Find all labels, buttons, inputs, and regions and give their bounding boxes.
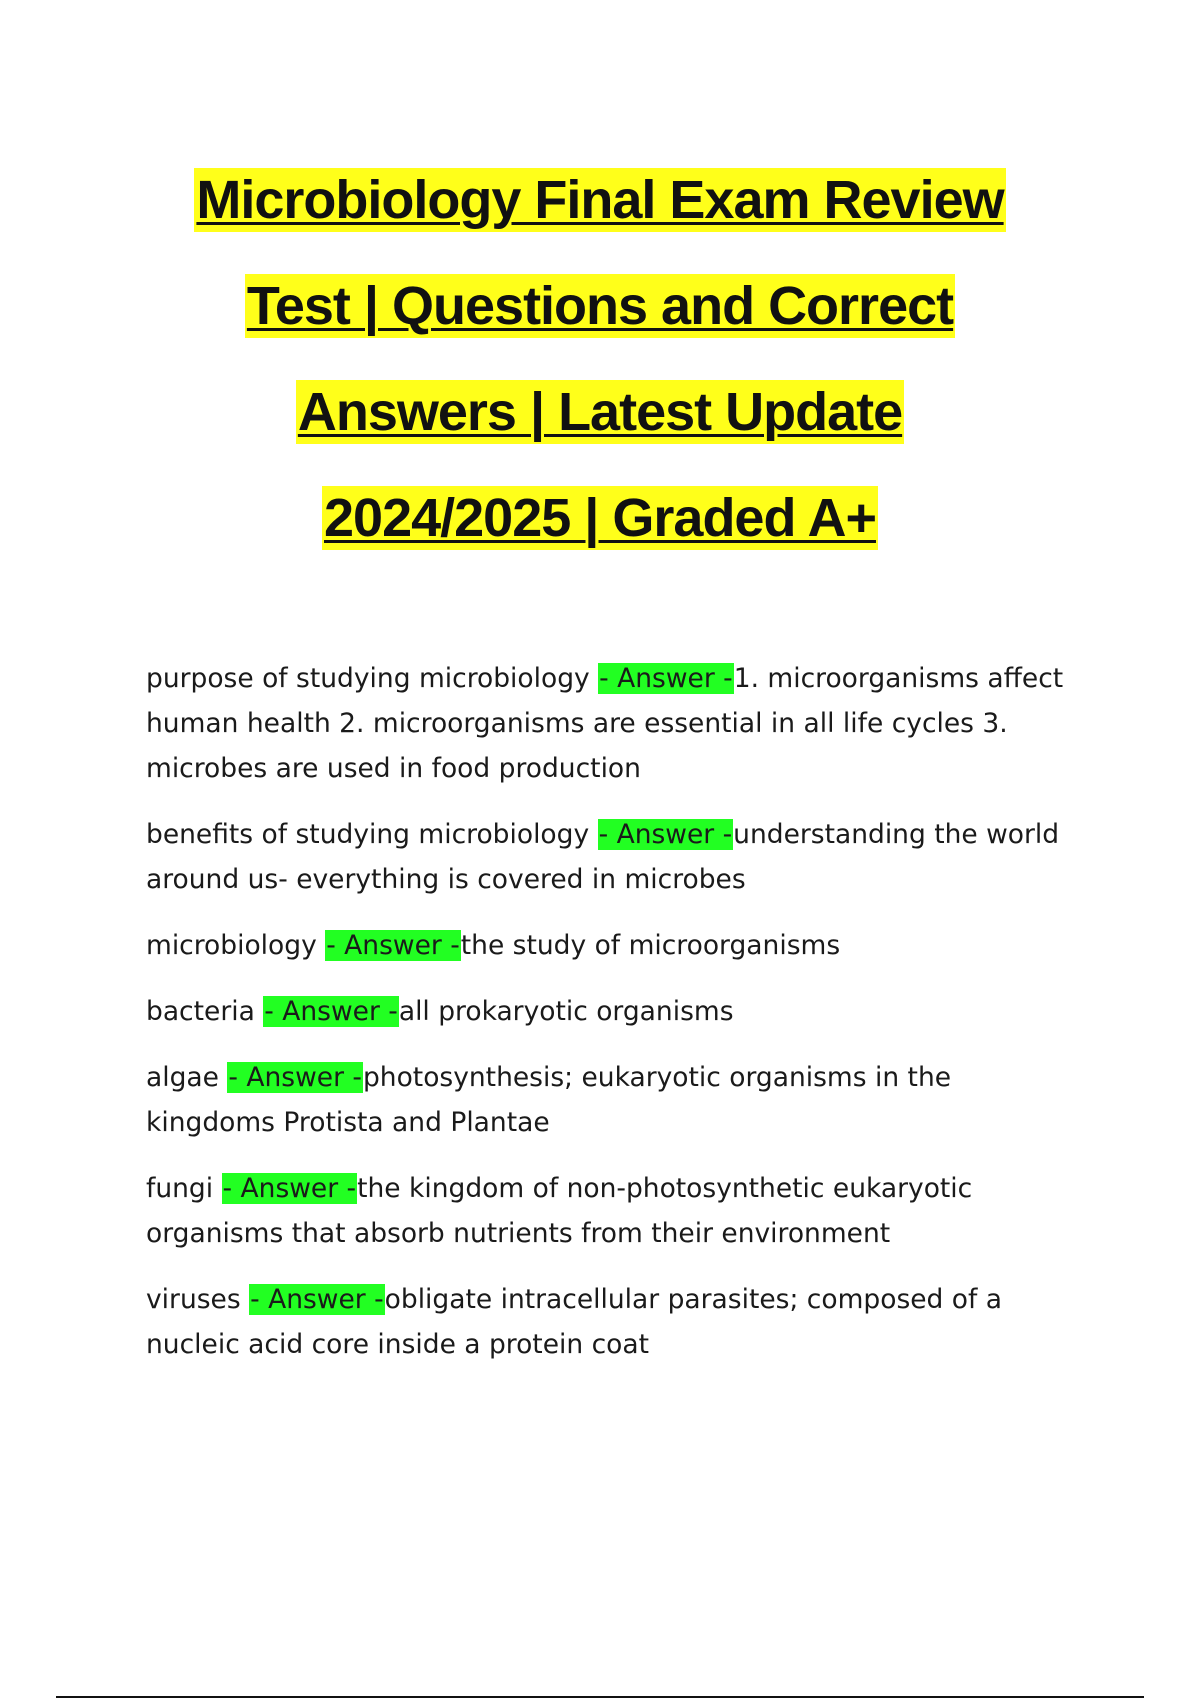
qa-term: viruses bbox=[146, 1284, 250, 1315]
answer-tag: - Answer - bbox=[222, 1173, 357, 1204]
title-line-4: 2024/2025 | Graded A+ bbox=[324, 488, 876, 548]
answer-tag: - Answer - bbox=[228, 1062, 362, 1093]
qa-item bbox=[146, 923, 1086, 968]
qa-item bbox=[146, 812, 1086, 902]
qa-term: microbiology bbox=[146, 930, 326, 961]
qa-definition: all prokaryotic organisms bbox=[398, 996, 734, 1027]
title-line-2: Test | Questions and Correct bbox=[246, 276, 954, 336]
qa-definition: the study of microorganisms bbox=[460, 930, 841, 961]
qa-term: bacteria bbox=[146, 996, 264, 1027]
answer-tag: - Answer - bbox=[250, 1284, 384, 1315]
qa-item bbox=[146, 989, 1086, 1034]
answer-tag: - Answer - bbox=[264, 996, 398, 1027]
qa-definition: understanding the world around us- everything is covered in microbes bbox=[146, 819, 1060, 895]
qa-term: benefits of studying microbiology bbox=[146, 819, 598, 850]
title-line-1: Microbiology Final Exam Review bbox=[196, 170, 1004, 230]
qa-definition: photosynthesis; eukaryotic organisms in the kingdoms Protista and Plantae bbox=[146, 1062, 952, 1138]
qa-term: algae bbox=[146, 1062, 228, 1093]
qa-list bbox=[146, 656, 1086, 1388]
qa-item bbox=[146, 656, 1086, 791]
qa-item bbox=[146, 1277, 1086, 1367]
answer-tag: - Answer - bbox=[598, 819, 733, 850]
page-title bbox=[0, 160, 1200, 584]
title-line-3: Answers | Latest Update bbox=[297, 382, 903, 442]
qa-definition: the kingdom of non-photosynthetic eukaryotic organisms that absorb nutrients from their environment bbox=[146, 1173, 973, 1249]
qa-item bbox=[146, 1166, 1086, 1256]
qa-term: purpose of studying microbiology bbox=[146, 663, 599, 694]
qa-term: fungi bbox=[146, 1173, 222, 1204]
qa-definition: 1. microorganisms affect human health 2. microorganisms are essential in all life cycles 3. microbes are used in food production bbox=[146, 663, 1064, 784]
qa-definition: obligate intracellular parasites; composed of a nucleic acid core inside a protein coat bbox=[146, 1284, 1002, 1360]
answer-tag: - Answer - bbox=[326, 930, 460, 961]
qa-item bbox=[146, 1055, 1086, 1145]
bottom-divider bbox=[56, 1696, 1144, 1698]
answer-tag: - Answer - bbox=[599, 663, 733, 694]
